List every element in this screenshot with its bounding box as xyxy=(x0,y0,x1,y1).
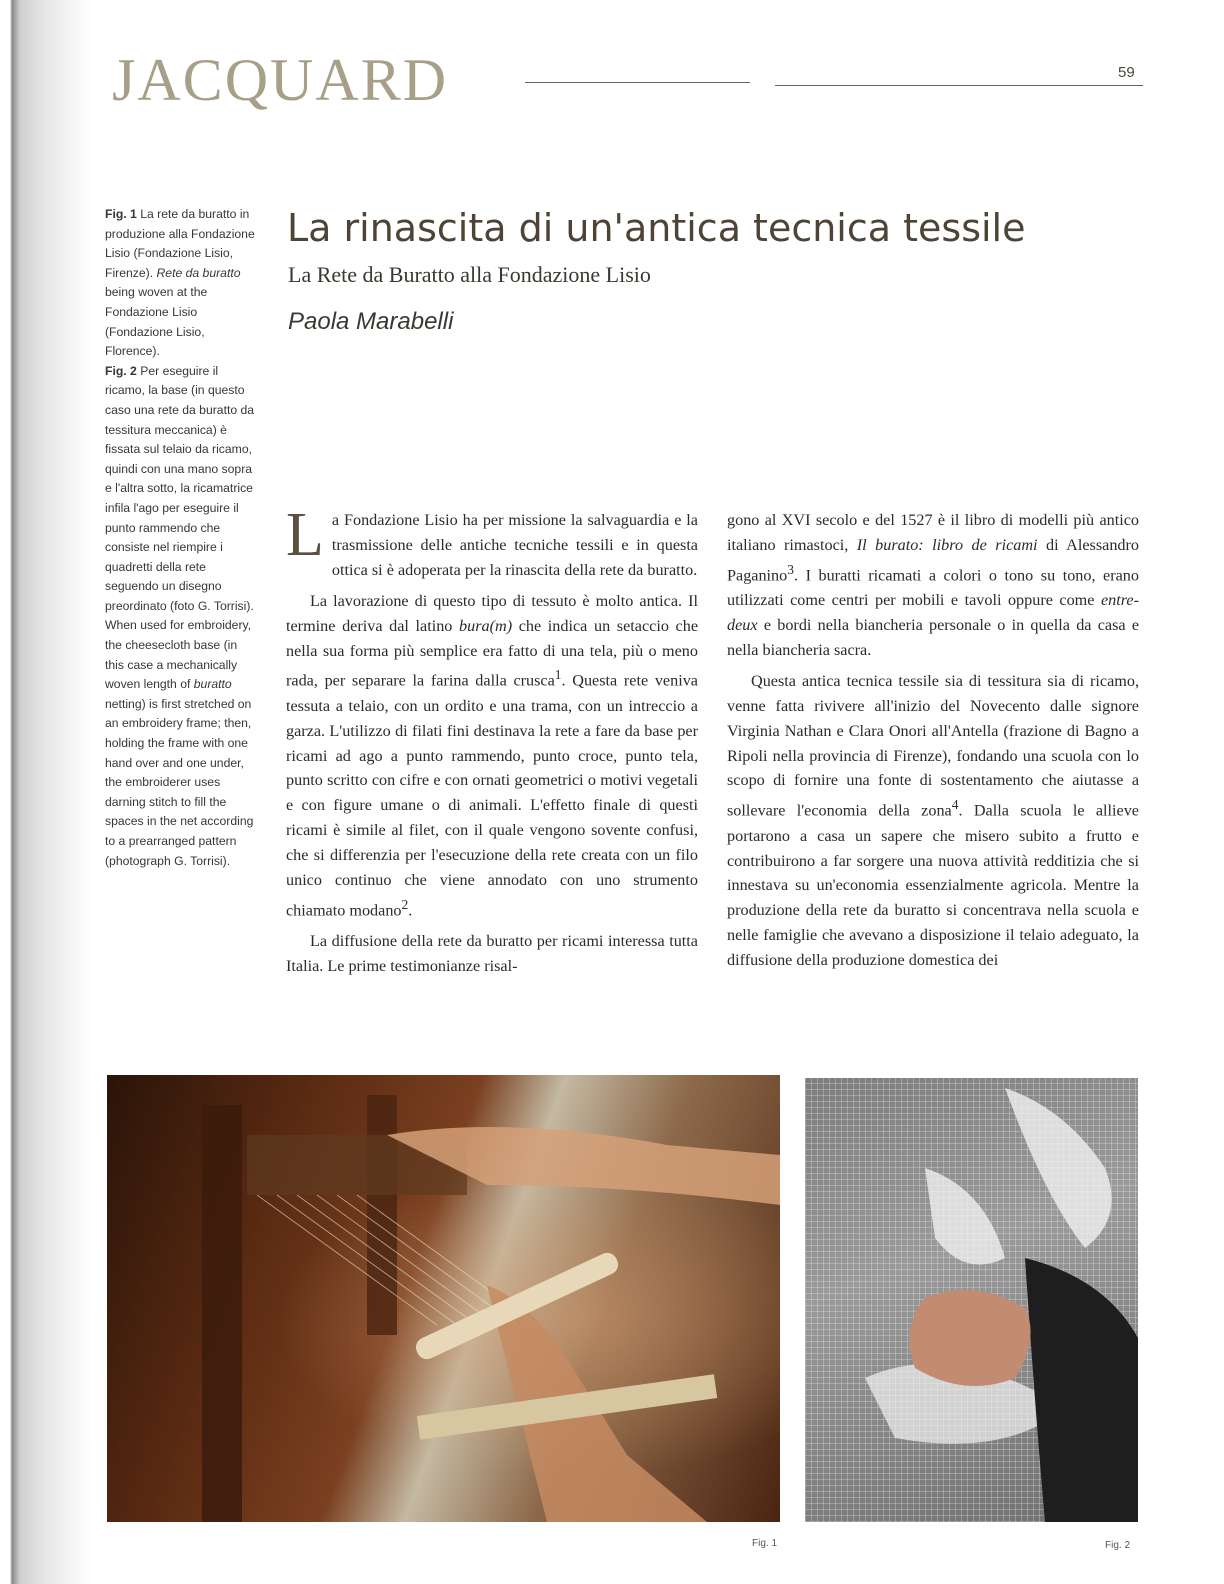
drop-cap: L xyxy=(286,501,324,569)
article-author: Paola Marabelli xyxy=(288,308,454,335)
body-paragraph xyxy=(286,589,698,924)
fig1-caption-it: La rete da buratto in produzione alla Fondazione Lisio (Fondazione Lisio, Firenze). xyxy=(105,207,255,280)
body-paragraph xyxy=(727,669,1139,973)
body-column-right xyxy=(727,508,1139,973)
fig1-caption-text xyxy=(105,205,257,362)
fig2-caption-en-2: netting) is first stretched on an embroidery frame; then, holding the frame with one hand over and one under, the embroiderer uses darning stitch to fill the spaces in the net according to a prearranged pattern (photograph G. Torrisi). xyxy=(105,696,254,868)
fig1-photo-caption: Fig. 1 xyxy=(752,1538,778,1549)
loom-weaving-photo xyxy=(107,1075,780,1522)
fig2-label: Fig. 2 xyxy=(105,363,137,378)
paragraph-text: La lavorazione di questo tipo di tessuto è molto antica. Il termine deriva dal latino xyxy=(286,591,698,635)
page-number: 59 xyxy=(1118,64,1135,81)
italic-term: bura(m) xyxy=(459,616,513,635)
embroidery-photo xyxy=(805,1078,1138,1522)
body-paragraph xyxy=(727,508,1139,663)
fig1-label: Fig. 1 xyxy=(105,207,137,221)
loom-illustration xyxy=(107,1075,780,1522)
article-title: La rinascita di un'antica tecnica tessile xyxy=(287,206,1026,250)
fig2-photo-caption: Fig. 2 xyxy=(1105,1540,1131,1551)
fig1-caption-en-italic: Rete da buratto xyxy=(156,265,241,280)
footnote-ref: 1 xyxy=(554,667,562,683)
italic-book-title: Il burato: libro de ricami xyxy=(856,535,1038,554)
paragraph-text: . xyxy=(408,901,413,920)
paragraph-text: che indica un setaccio che nella sua forma più semplice era fatto di una tela, più o meno rada, per separare la farina dalla crusca xyxy=(286,616,699,690)
header-rule xyxy=(525,82,750,83)
body-paragraph xyxy=(286,929,698,979)
paragraph-text: Questa antica tecnica tessile sia di tessitura sia di ricamo, venne fatta rivivere all'inizio del Novecento dalle signore Virginia Nathan e Clara Onori all'Antella (frazione di Bagno a Ripoli nella provincia di Firenze), fondando una scuola con lo scopo di fornire una fonte di sostentamento che aiutasse a sollevare l'economia della zona xyxy=(727,671,1139,820)
fig2-caption-en-1: When used for embroidery, the cheesecloth base (in this case a mechanically woven length of xyxy=(105,618,252,692)
header-rule xyxy=(775,85,1143,86)
italic-term: entre-deux xyxy=(727,591,1140,635)
paragraph-text: . I buratti ricamati a colori o tono su tono, erano utilizzati come centri per mobili e tavoli oppure come xyxy=(727,566,1139,610)
fig1-caption-en: being woven at the Fondazione Lisio (Fondazione Lisio, Florence). xyxy=(105,285,208,359)
embroidery-illustration xyxy=(805,1078,1138,1522)
footnote-ref: 4 xyxy=(951,797,959,813)
figure-captions-sidebar xyxy=(105,205,257,871)
fig2-caption-text xyxy=(105,362,257,871)
fig2-caption-it: Per eseguire il ricamo, la base (in questo caso una rete da buratto da tessitura meccanica) è fissata sul telaio da ricamo, quindi con una mano sopra e l'altra sotto, la ricamatrice infila l'ago per eseguire il punto rammendo che consiste nel riempire i quadretti della rete seguendo un disegno preordinato (foto G. Torrisi). xyxy=(105,363,255,613)
body-paragraph xyxy=(286,501,698,583)
paragraph-text: di Alessandro Paganino xyxy=(727,535,1139,585)
body-column-left xyxy=(286,501,699,979)
paragraph-text: . Questa rete veniva tessuta a telaio, con un ordito e una trama, con un intreccio a garza. L'utilizzo di filati fini destinava la rete a fare da base per ricami ad ago a punto rammendo, punto croce, punto tela, punto scritto con cifre e con ornati geometrici o motivi vegetali e con figure umane o di animali. L'effetto finale di questi ricami è simile al filet, con il quale vengono sovente confusi, che si differenzia per l'esecuzione della rete creata con un filo unico continuo che viene annodato con uno strumento chiamato modano xyxy=(286,671,698,920)
footnote-ref: 2 xyxy=(401,896,409,912)
paragraph-text: gono al XVI secolo e del 1527 è il libro di modelli più antico italiano rimastoci, xyxy=(727,511,1139,554)
footnote-ref: 3 xyxy=(787,561,794,577)
fig2-caption-en-italic: buratto xyxy=(193,677,232,692)
article-subtitle: La Rete da Buratto alla Fondazione Lisio xyxy=(288,262,651,287)
paragraph-text: La diffusione della rete da buratto per ricami interessa tutta Italia. Le prime testimonianze risal- xyxy=(286,932,698,976)
paragraph-text: a Fondazione Lisio ha per missione la salvaguardia e la trasmissione delle antiche tecniche tessili e in questa ottica si è adoperata per la rinascita della rete da buratto. xyxy=(331,511,698,579)
paragraph-text: . Dalla scuola le allieve portarono a casa un sapere che misero subito a frutto e contribuirono a far sorgere una nuova attività redditizia che si innestava su un'economia essenzialmente agricola. Mentre la produzione della rete da buratto si concentrava nella scuola e nelle famiglie che avevano a disposizione il telaio adeguato, la diffusione della produzione domestica dei xyxy=(727,801,1139,970)
running-head: JACQUARD xyxy=(112,47,449,113)
paragraph-text: e bordi nella biancheria personale o in quella da casa e nella biancheria sacra. xyxy=(727,616,1140,659)
